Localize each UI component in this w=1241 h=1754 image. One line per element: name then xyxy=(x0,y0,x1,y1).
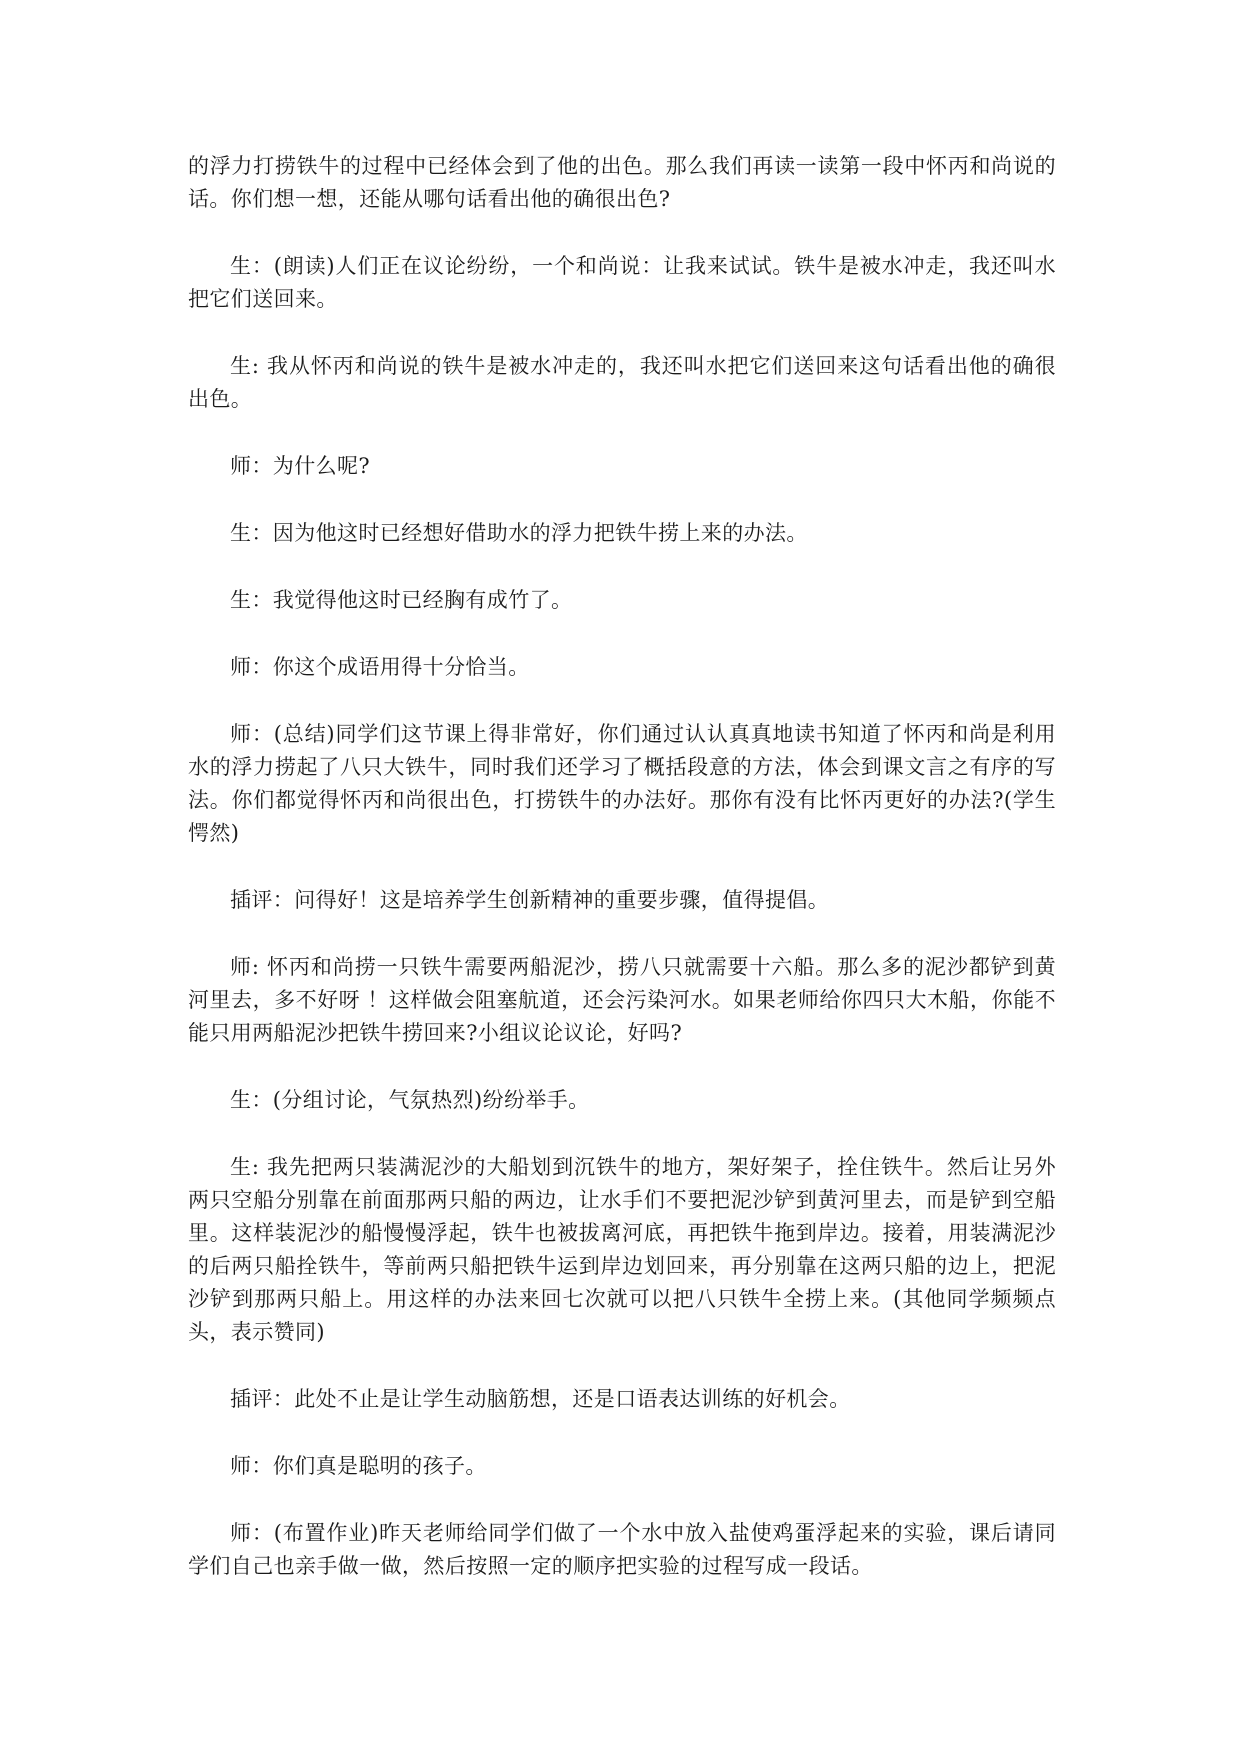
paragraph-student-idiom: 生：我觉得他这时已经胸有成竹了。 xyxy=(230,588,573,612)
paragraph-teacher-compliment: 师：你们真是聪明的孩子。 xyxy=(230,1454,487,1478)
paragraph-student-answer: 生: 我从怀丙和尚说的铁牛是被水冲走的，我还叫水把它们送回来这句话看出他的确很出色。 xyxy=(188,354,1056,411)
paragraph-student-discussion: 生：(分组讨论，气氛热烈)纷纷举手。 xyxy=(230,1088,590,1112)
paragraph-teacher-challenge: 师: 怀丙和尚捞一只铁牛需要两船泥沙，捞八只就需要十六船。那么多的泥沙都铲到黄河里去，多不好呀 ！这样做会阻塞航道，还会污染河水。如果老师给你四只大木船，你能不能只用两船泥沙把铁牛捞回来?小组议论议论，好吗? xyxy=(188,955,1056,1045)
paragraph-commentary-2: 插评：此处不止是让学生动脑筋想，还是口语表达训练的好机会。 xyxy=(230,1387,851,1411)
paragraph-homework: 师：(布置作业)昨天老师给同学们做了一个水中放入盐使鸡蛋浮起来的实验，课后请同学们自己也亲手做一做，然后按照一定的顺序把实验的过程写成一段话。 xyxy=(188,1521,1056,1578)
paragraph-student-reason: 生：因为他这时已经想好借助水的浮力把铁牛捞上来的办法。 xyxy=(230,521,808,545)
paragraph-teacher-summary: 师：(总结)同学们这节课上得非常好，你们通过认认真真地读书知道了怀丙和尚是利用水的浮力捞起了八只大铁牛，同时我们还学习了概括段意的方法，体会到课文言之有序的写法。你们都觉得怀丙和尚很出色，打捞铁牛的办法好。那你有没有比怀丙更好的办法?(学生愕然) xyxy=(188,722,1056,845)
paragraph-student-solution: 生: 我先把两只装满泥沙的大船划到沉铁牛的地方，架好架子，拴住铁牛。然后让另外两只空船分别靠在前面那两只船的两边，让水手们不要把泥沙铲到黄河里去，而是铲到空船里。这样装泥沙的船慢慢浮起，铁牛也被拔离河底，再把铁牛拖到岸边。接着，用装满泥沙的后两只船拴铁牛，等前两只船把铁牛运到岸边划回来，再分别靠在这两只船的边上，把泥沙铲到那两只船上。用这样的办法来回七次就可以把八只铁牛全捞上来。(其他同学频频点头，表示赞同) xyxy=(188,1155,1056,1344)
paragraph-teacher-praise: 师：你这个成语用得十分恰当。 xyxy=(230,655,530,679)
paragraph-commentary-1: 插评：问得好！这是培养学生创新精神的重要步骤，值得提倡。 xyxy=(230,888,830,912)
paragraph-teacher-question: 师：为什么呢? xyxy=(230,454,371,478)
document-body xyxy=(188,150,1056,1617)
paragraph-continued: 的浮力打捞铁牛的过程中已经体会到了他的出色。那么我们再读一读第一段中怀丙和尚说的话。你们想一想，还能从哪句话看出他的确很出色? xyxy=(188,154,1056,211)
paragraph-student-reading: 生：(朗读)人们正在议论纷纷，一个和尚说：让我来试试。铁牛是被水冲走，我还叫水把它们送回来。 xyxy=(188,254,1056,311)
